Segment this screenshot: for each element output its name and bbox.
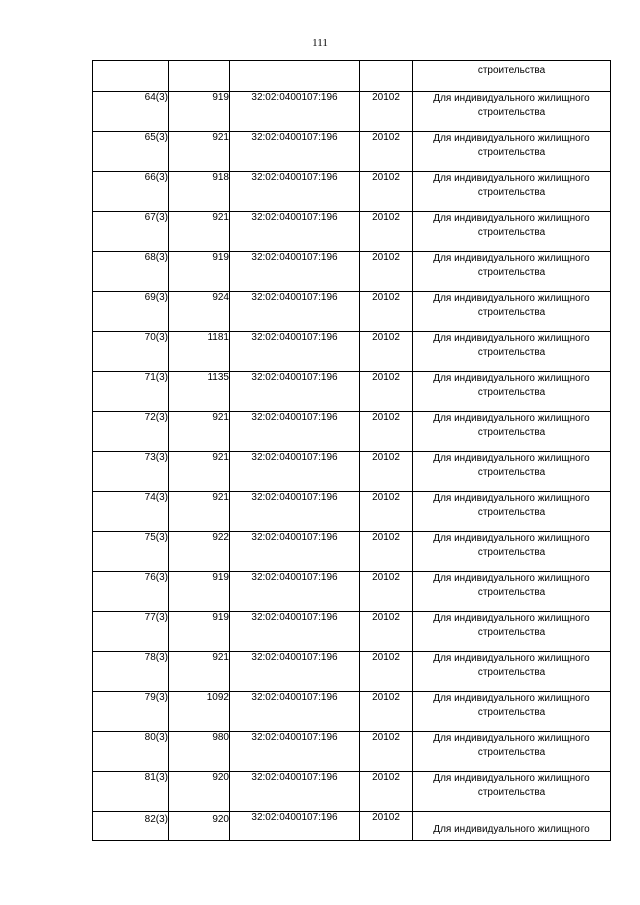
cell-area: 1135 <box>169 372 230 412</box>
cell-code: 20102 <box>360 532 413 572</box>
cell-use: Для индивидуального жилищного строительства <box>413 532 611 572</box>
cell-number: 72(3) <box>93 412 169 452</box>
table-row <box>93 292 611 332</box>
cell-use: Для индивидуального жилищного строительства <box>413 492 611 532</box>
table-row <box>93 532 611 572</box>
cell-cadastral: 32:02:0400107:196 <box>230 732 360 772</box>
cell-area: 921 <box>169 412 230 452</box>
cell-number: 73(3) <box>93 452 169 492</box>
cell-area: 919 <box>169 92 230 132</box>
cell-number: 74(3) <box>93 492 169 532</box>
cell-use: Для индивидуального жилищного строительства <box>413 612 611 652</box>
cell-area: 921 <box>169 132 230 172</box>
cell-number: 82(3) <box>93 812 169 841</box>
table-row <box>93 732 611 772</box>
cell-use: Для индивидуального жилищного строительства <box>413 332 611 372</box>
cell-use: Для индивидуального жилищного строительства <box>413 92 611 132</box>
table-row <box>93 332 611 372</box>
table-row <box>93 452 611 492</box>
cell-area: 1181 <box>169 332 230 372</box>
cell-code: 20102 <box>360 732 413 772</box>
cell-area: 919 <box>169 252 230 292</box>
table-row <box>93 652 611 692</box>
cell-area: 920 <box>169 772 230 812</box>
table-row <box>93 612 611 652</box>
cell-cadastral: 32:02:0400107:196 <box>230 652 360 692</box>
cell-area <box>169 61 230 92</box>
page-number: 111 <box>312 37 328 49</box>
cell-code: 20102 <box>360 692 413 732</box>
cell-code: 20102 <box>360 172 413 212</box>
cell-cadastral: 32:02:0400107:196 <box>230 812 360 841</box>
cell-number: 80(3) <box>93 732 169 772</box>
cell-area: 921 <box>169 452 230 492</box>
cell-area: 921 <box>169 492 230 532</box>
cell-area: 921 <box>169 212 230 252</box>
cell-number: 77(3) <box>93 612 169 652</box>
cell-area: 920 <box>169 812 230 841</box>
cell-code: 20102 <box>360 252 413 292</box>
cell-code: 20102 <box>360 332 413 372</box>
cell-number: 71(3) <box>93 372 169 412</box>
cell-code <box>360 61 413 92</box>
cell-number: 65(3) <box>93 132 169 172</box>
cell-cadastral: 32:02:0400107:196 <box>230 132 360 172</box>
cell-code: 20102 <box>360 92 413 132</box>
cell-area: 922 <box>169 532 230 572</box>
table-row <box>93 212 611 252</box>
table-body <box>93 61 611 841</box>
cell-area: 918 <box>169 172 230 212</box>
cell-number: 68(3) <box>93 252 169 292</box>
cell-number: 69(3) <box>93 292 169 332</box>
cell-number: 64(3) <box>93 92 169 132</box>
cell-area: 919 <box>169 612 230 652</box>
cell-code: 20102 <box>360 772 413 812</box>
cell-use: строительства <box>413 61 611 92</box>
cell-code: 20102 <box>360 652 413 692</box>
table-row <box>93 412 611 452</box>
cell-code: 20102 <box>360 452 413 492</box>
cell-use: Для индивидуального жилищного строительства <box>413 652 611 692</box>
cell-code: 20102 <box>360 492 413 532</box>
cell-code: 20102 <box>360 612 413 652</box>
cell-number: 67(3) <box>93 212 169 252</box>
cell-code: 20102 <box>360 132 413 172</box>
table-row <box>93 172 611 212</box>
cell-cadastral: 32:02:0400107:196 <box>230 332 360 372</box>
cell-use: Для индивидуального жилищного строительства <box>413 692 611 732</box>
cell-number: 79(3) <box>93 692 169 732</box>
cell-use: Для индивидуального жилищного строительства <box>413 292 611 332</box>
land-plots-table <box>92 60 611 841</box>
cell-use: Для индивидуального жилищного строительства <box>413 172 611 212</box>
table-row <box>93 132 611 172</box>
cell-area: 980 <box>169 732 230 772</box>
table-row <box>93 252 611 292</box>
cell-cadastral: 32:02:0400107:196 <box>230 612 360 652</box>
cell-cadastral: 32:02:0400107:196 <box>230 412 360 452</box>
cell-cadastral: 32:02:0400107:196 <box>230 572 360 612</box>
cell-cadastral: 32:02:0400107:196 <box>230 452 360 492</box>
cell-number <box>93 61 169 92</box>
table-row <box>93 812 611 841</box>
cell-number: 75(3) <box>93 532 169 572</box>
cell-number: 78(3) <box>93 652 169 692</box>
cell-number: 66(3) <box>93 172 169 212</box>
cell-use: Для индивидуального жилищного <box>413 812 611 841</box>
cell-cadastral: 32:02:0400107:196 <box>230 532 360 572</box>
table-row <box>93 492 611 532</box>
cell-area: 924 <box>169 292 230 332</box>
cell-use: Для индивидуального жилищного строительства <box>413 132 611 172</box>
cell-use: Для индивидуального жилищного строительства <box>413 212 611 252</box>
cell-number: 76(3) <box>93 572 169 612</box>
cell-cadastral: 32:02:0400107:196 <box>230 692 360 732</box>
table-row <box>93 692 611 732</box>
cell-cadastral: 32:02:0400107:196 <box>230 492 360 532</box>
cell-use: Для индивидуального жилищного строительства <box>413 252 611 292</box>
cell-number: 81(3) <box>93 772 169 812</box>
cell-use: Для индивидуального жилищного строительства <box>413 452 611 492</box>
table-row <box>93 372 611 412</box>
cell-code: 20102 <box>360 372 413 412</box>
cell-code: 20102 <box>360 292 413 332</box>
cell-number: 70(3) <box>93 332 169 372</box>
cell-cadastral: 32:02:0400107:196 <box>230 252 360 292</box>
cell-cadastral: 32:02:0400107:196 <box>230 92 360 132</box>
cell-use: Для индивидуального жилищного строительства <box>413 412 611 452</box>
table-row-continued <box>93 61 611 92</box>
cell-use: Для индивидуального жилищного строительства <box>413 732 611 772</box>
cell-code: 20102 <box>360 212 413 252</box>
cell-code: 20102 <box>360 412 413 452</box>
cell-code: 20102 <box>360 572 413 612</box>
cell-cadastral <box>230 61 360 92</box>
cell-use: Для индивидуального жилищного строительства <box>413 772 611 812</box>
cell-cadastral: 32:02:0400107:196 <box>230 212 360 252</box>
cell-use: Для индивидуального жилищного строительства <box>413 572 611 612</box>
table-row <box>93 572 611 612</box>
cell-cadastral: 32:02:0400107:196 <box>230 172 360 212</box>
cell-code: 20102 <box>360 812 413 841</box>
cell-use: Для индивидуального жилищного строительства <box>413 372 611 412</box>
cell-area: 921 <box>169 652 230 692</box>
cell-area: 1092 <box>169 692 230 732</box>
cell-cadastral: 32:02:0400107:196 <box>230 292 360 332</box>
cell-cadastral: 32:02:0400107:196 <box>230 372 360 412</box>
cell-area: 919 <box>169 572 230 612</box>
table-row <box>93 772 611 812</box>
cell-cadastral: 32:02:0400107:196 <box>230 772 360 812</box>
table-row <box>93 92 611 132</box>
